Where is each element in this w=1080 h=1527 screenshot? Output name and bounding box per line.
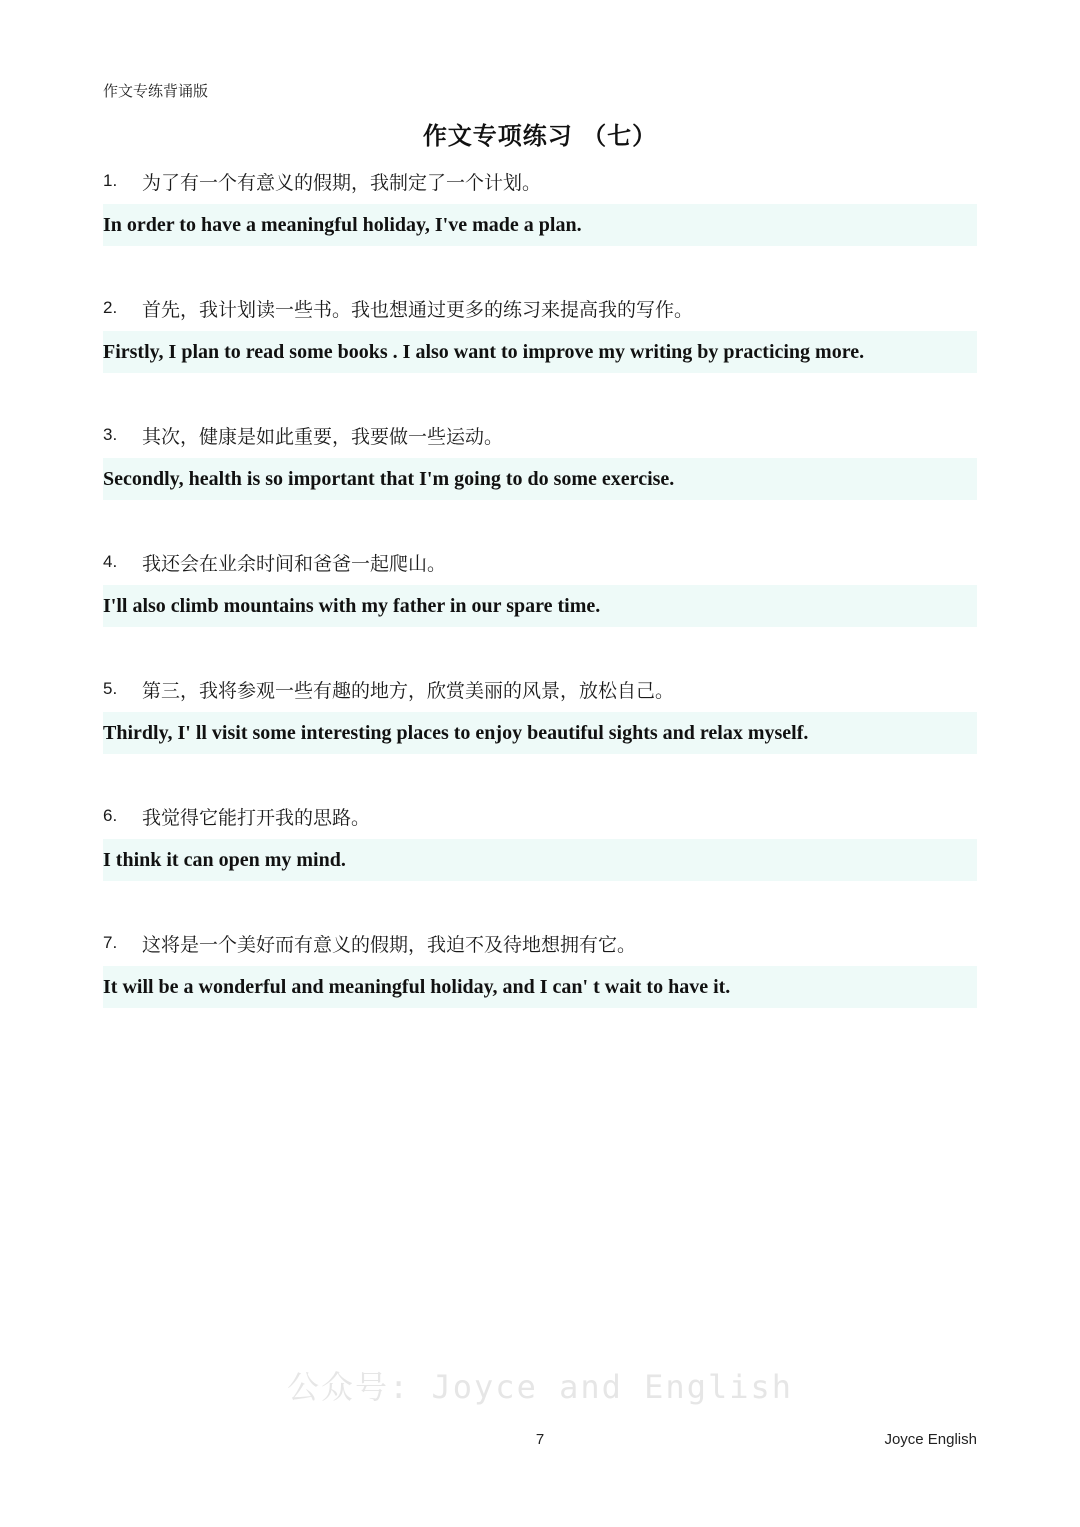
english-translation: Secondly, health is so important that I'm going to do some exercise. xyxy=(103,458,977,500)
chinese-text: 首先，我计划读一些书。我也想通过更多的练习来提高我的写作。 xyxy=(142,298,694,321)
page-number: 7 xyxy=(535,1431,545,1448)
footer-brand: Joyce English xyxy=(884,1431,977,1448)
item-number: 2. xyxy=(103,298,118,317)
english-translation: It will be a wonderful and meaningful holiday, and I can' t wait to have it. xyxy=(103,966,977,1008)
chinese-text: 为了有一个有意义的假期，我制定了一个计划。 xyxy=(142,171,542,194)
english-translation: Thirdly, I' ll visit some interesting places to enjoy beautiful sights and relax myself. xyxy=(103,712,977,754)
exercise-item-5 xyxy=(103,674,977,754)
chinese-text: 这将是一个美好而有意义的假期，我迫不及待地想拥有它。 xyxy=(142,933,637,956)
exercise-item-4 xyxy=(103,547,977,627)
chinese-sentence xyxy=(103,674,977,704)
english-translation: In order to have a meaningful holiday, I've made a plan. xyxy=(103,204,977,246)
chinese-text: 我觉得它能打开我的思路。 xyxy=(142,806,371,829)
chinese-text: 其次，健康是如此重要，我要做一些运动。 xyxy=(142,425,504,448)
exercise-item-7 xyxy=(103,928,977,1008)
item-number: 7. xyxy=(103,933,118,952)
header-label: 作文专练背诵版 xyxy=(103,82,209,100)
chinese-text: 我还会在业余时间和爸爸一起爬山。 xyxy=(142,552,447,575)
watermark: 公众号: Joyce and English xyxy=(286,1368,794,1406)
item-number: 3. xyxy=(103,425,118,444)
english-translation: I think it can open my mind. xyxy=(103,839,977,881)
english-translation: Firstly, I plan to read some books . I also want to improve my writing by practicing more. xyxy=(103,331,977,373)
item-number: 1. xyxy=(103,171,118,190)
chinese-sentence xyxy=(103,547,977,577)
chinese-sentence xyxy=(103,928,977,958)
chinese-text: 第三，我将参观一些有趣的地方，欣赏美丽的风景，放松自己。 xyxy=(142,679,675,702)
item-number: 6. xyxy=(103,806,118,825)
english-translation: I'll also climb mountains with my father in our spare time. xyxy=(103,585,977,627)
chinese-sentence xyxy=(103,166,977,196)
exercise-item-3 xyxy=(103,420,977,500)
chinese-sentence xyxy=(103,293,977,323)
chinese-sentence xyxy=(103,801,977,831)
exercise-item-6 xyxy=(103,801,977,881)
item-number: 5. xyxy=(103,679,118,698)
item-number: 4. xyxy=(103,552,118,571)
chinese-sentence xyxy=(103,420,977,450)
exercise-item-1 xyxy=(103,166,977,246)
exercise-item-2 xyxy=(103,293,977,373)
page-title: 作文专项练习 （七） xyxy=(422,122,658,150)
